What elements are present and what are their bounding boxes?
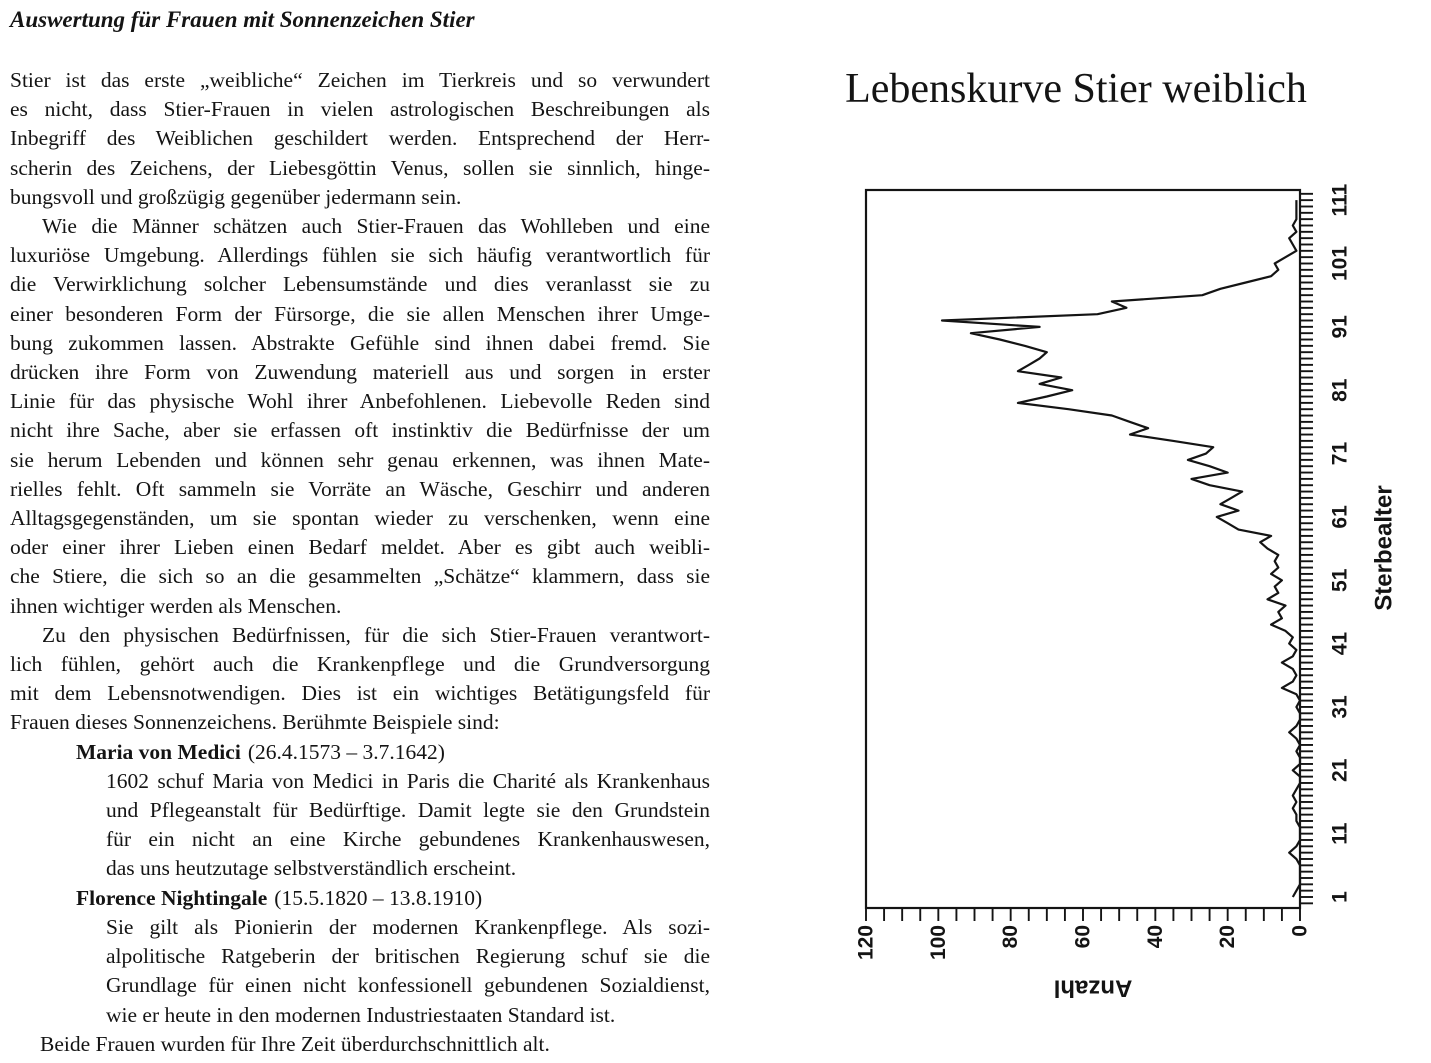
age-tick-label: 41 <box>1328 631 1352 656</box>
text-line: das uns heutzutage selbstverständlich erscheint. <box>106 856 517 881</box>
age-tick-label: 21 <box>1328 758 1352 782</box>
person-dates: (15.5.1820 – 13.8.1910) <box>274 885 483 910</box>
age-tick-label: 111 <box>1328 183 1352 217</box>
text-line: sie herum Lebenden und können sehr genau erkennen, was ihnen Mate- <box>10 447 710 472</box>
life-curve <box>942 200 1300 897</box>
text-line: nicht ihre Sache, aber sie erfassen oft instinktiv die Bedürfnisse der um <box>10 418 710 443</box>
text-line: Sie gilt als Pionierin der modernen Krankenpflege. Als sozi- <box>106 914 710 939</box>
text-line: bungsvoll und großzügig gegenüber jedermann sein. <box>10 184 462 209</box>
text-line: lich fühlen, gehört auch die Krankenpflege und die Grundversorgung <box>10 652 710 677</box>
count-tick-label: 60 <box>1071 925 1095 949</box>
text-line: alpolitische Ratgeberin der britischen Regierung schuf sie die <box>106 944 710 969</box>
text-line: wie er heute in den modernen Industriestaaten Standard ist. <box>106 1002 616 1027</box>
age-tick-label: 101 <box>1328 245 1352 282</box>
person-desc-florence <box>106 913 710 1030</box>
person-name-maria <box>76 738 710 767</box>
age-tick-label: 1 <box>1328 891 1352 903</box>
text-line: ihnen wichtiger werden als Menschen. <box>10 593 342 618</box>
text-line: mit dem Lebensnotwendigen. Dies ist ein wichtiges Betätigungsfeld für <box>10 681 710 706</box>
age-tick-label: 51 <box>1328 568 1352 592</box>
count-tick-label: 20 <box>1216 925 1240 949</box>
plot-frame <box>866 190 1300 908</box>
text-line: 1602 schuf Maria von Medici in Paris die Charité als Krankenhaus <box>106 768 710 793</box>
chart-title: Lebenskurve Stier weiblich <box>845 66 1307 112</box>
age-tick-label: 31 <box>1328 695 1352 719</box>
text-line: oder einer ihrer Lieben einen Bedarf meldet. Aber es gibt auch weibli- <box>10 535 710 560</box>
text-line: drücken ihre Form von Zuwendung materiell aus und sorgen in erster <box>10 360 710 385</box>
text-line: für ein nicht an eine Kirche gebundenes Krankenhauswesen, <box>106 827 710 852</box>
text-column <box>10 6 710 1059</box>
text-line: scherin des Zeichens, der Liebesgöttin Venus, sollen sie sinnlich, hinge- <box>10 155 710 180</box>
text-line: Inbegriff des Weiblichen geschildert werden. Entsprechend der Herr- <box>10 126 710 151</box>
age-tick-label: 81 <box>1328 378 1352 402</box>
paragraph-1 <box>10 66 710 212</box>
paragraph-3 <box>10 621 710 738</box>
count-tick-label: 120 <box>854 925 878 961</box>
text-line: Stier ist das erste „weibliche“ Zeichen im Tierkreis und so verwundert <box>10 68 710 92</box>
count-axis-title: Anzahl <box>1053 974 1133 1002</box>
text-line: Frauen dieses Sonnenzeichens. Berühmte Beispiele sind: <box>10 710 500 735</box>
text-line: bung zukommen lassen. Abstrakte Gefühle sind ihnen dabei fremd. Sie <box>10 330 710 355</box>
person-name-text: Maria von Medici <box>76 739 241 764</box>
count-tick-label: 100 <box>926 925 950 961</box>
person-name-florence <box>76 884 710 913</box>
text-line: luxuriöse Umgebung. Allerdings fühlen sie sich häufig verantwortlich für <box>10 243 710 268</box>
age-tick-label: 61 <box>1328 505 1352 529</box>
person-desc-maria <box>106 767 710 884</box>
person-name-text: Florence Nightingale <box>76 885 268 910</box>
text-line: es nicht, dass Stier-Frauen in vielen astrologischen Beschreibungen als <box>10 97 710 122</box>
age-tick-label: 71 <box>1328 441 1352 466</box>
age-tick-label: 11 <box>1328 822 1352 845</box>
text-line: Grundlage für einen nicht konfessionell gebundenen Sozialdienst, <box>106 973 710 998</box>
text-line: und Pflegeanstalt für Bedürftige. Damit legte sie den Grundstein <box>106 798 710 823</box>
text-line: die Verwirklichung solcher Lebensumstände und dies veranlasst sie zu <box>10 272 710 297</box>
age-axis-title: Sterbealter <box>1370 485 1398 611</box>
body-text <box>10 66 710 1059</box>
count-tick-label: 80 <box>999 925 1023 949</box>
count-tick-label: 40 <box>1143 925 1167 949</box>
text-line: Alltagsgegenständen, um sie spontan wieder zu verschenken, wenn eine <box>10 506 710 531</box>
paragraph-2 <box>10 212 710 621</box>
text-line: einer besonderen Form der Fürsorge, die sie allen Menschen ihrer Umge- <box>10 301 710 326</box>
text-line: Linie für das physische Wohl ihrer Anbefohlenen. Liebevolle Reden sind <box>10 389 710 414</box>
count-tick-label: 0 <box>1288 925 1312 937</box>
closing-line: Beide Frauen wurden für Ihre Zeit überdurchschnittlich alt. <box>40 1031 550 1056</box>
text-line: Zu den physischen Bedürfnissen, für die sich Stier-Frauen verantwort- <box>42 622 710 647</box>
age-tick-label: 91 <box>1328 315 1352 339</box>
text-line: che Stiere, die sich so an die gesammelten „Schätze“ klammern, dass sie <box>10 564 710 589</box>
text-line: Wie die Männer schätzen auch Stier-Frauen das Wohlleben und eine <box>42 214 710 239</box>
person-dates: (26.4.1573 – 3.7.1642) <box>247 739 445 764</box>
text-line: rielles fehlt. Oft sammeln sie Vorräte an Wäsche, Geschirr und anderen <box>10 476 710 501</box>
section-heading: Auswertung für Frauen mit Sonnenzeichen Stier <box>10 7 475 32</box>
